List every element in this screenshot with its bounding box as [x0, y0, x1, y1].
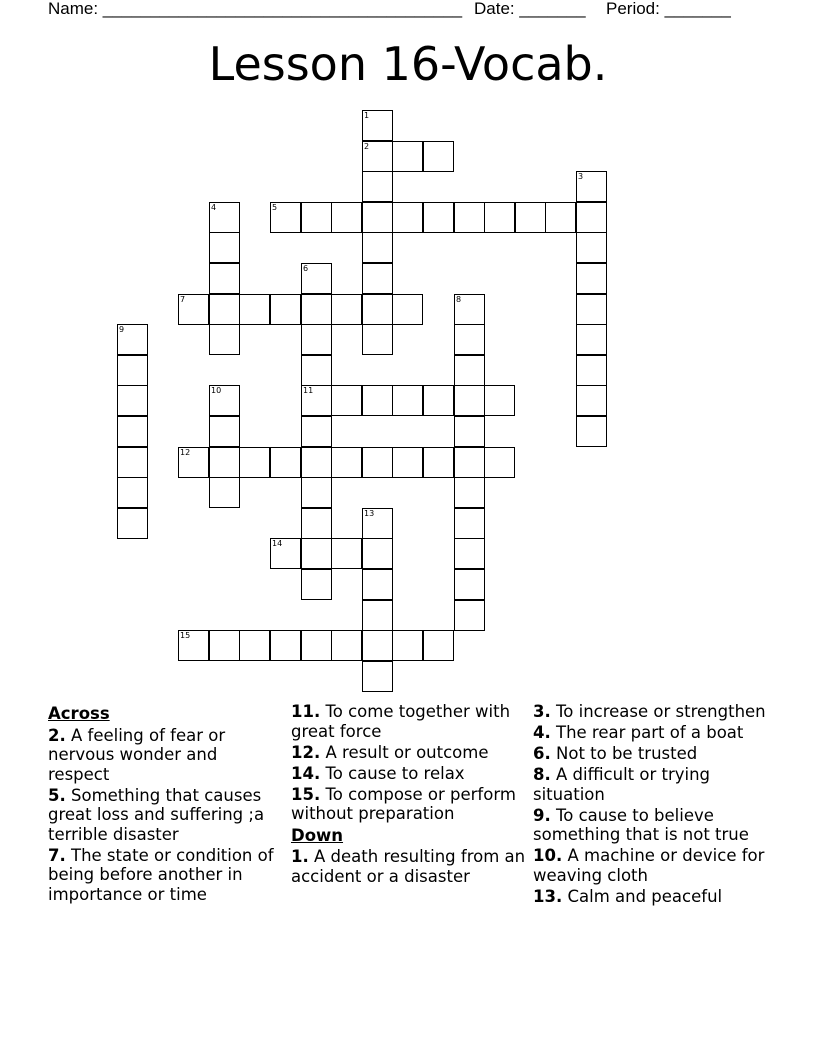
- grid-cell[interactable]: [331, 385, 362, 416]
- grid-cell[interactable]: [454, 538, 485, 569]
- clue-across-2: [48, 726, 280, 785]
- grid-cell[interactable]: [331, 538, 362, 569]
- grid-cell[interactable]: [454, 385, 485, 416]
- grid-cell[interactable]: [392, 385, 423, 416]
- page-title: Lesson 16-Vocab.: [208, 37, 608, 91]
- clue-down-3: [533, 702, 773, 722]
- grid-cell[interactable]: [331, 294, 362, 325]
- grid-cell[interactable]: [362, 600, 393, 631]
- grid-cell[interactable]: [484, 385, 515, 416]
- grid-cell[interactable]: [301, 569, 332, 600]
- clue-across-12: [291, 743, 527, 763]
- clue-across-7: [48, 846, 280, 905]
- clue-number: 11.: [291, 702, 321, 721]
- grid-cell[interactable]: [423, 447, 454, 478]
- grid-cell[interactable]: [117, 355, 148, 386]
- grid-cell-9[interactable]: [117, 324, 148, 355]
- clue-down-1: [291, 847, 527, 886]
- clue-text: A death resulting from an accident or a disaster: [291, 847, 526, 886]
- grid-cell[interactable]: [423, 630, 454, 661]
- grid-cell[interactable]: [301, 508, 332, 539]
- grid-cell[interactable]: [454, 600, 485, 631]
- grid-cell-3[interactable]: [576, 171, 607, 202]
- clues-column-2: [291, 702, 527, 888]
- grid-cell-7[interactable]: [178, 294, 209, 325]
- clue-text: A feeling of fear or nervous wonder and respect: [48, 725, 226, 784]
- down-heading: Down: [291, 825, 344, 845]
- grid-cell-11[interactable]: [301, 385, 332, 416]
- cell-number: 7: [180, 295, 186, 304]
- grid-cell[interactable]: [209, 477, 240, 508]
- grid-cell[interactable]: [301, 294, 332, 325]
- grid-cell[interactable]: [270, 630, 301, 661]
- grid-cell[interactable]: [331, 447, 362, 478]
- clue-down-9: [533, 806, 773, 845]
- grid-cell[interactable]: [392, 141, 423, 172]
- clue-text: To cause to believe something that is not true: [533, 805, 749, 844]
- grid-cell[interactable]: [239, 447, 270, 478]
- cell-number: 1: [364, 111, 370, 120]
- date-field-label: Date: _______: [474, 0, 586, 18]
- cell-number: 5: [272, 203, 278, 212]
- clues-column-1: [48, 702, 280, 906]
- grid-cell[interactable]: [362, 171, 393, 202]
- clue-text: Something that causes great loss and suffering ;a terrible disaster: [48, 785, 265, 844]
- cell-number: 10: [211, 386, 222, 395]
- grid-cell[interactable]: [117, 385, 148, 416]
- cell-number: 6: [303, 264, 309, 273]
- grid-cell[interactable]: [423, 202, 454, 233]
- clue-across-11: [291, 702, 527, 741]
- clue-down-10: [533, 846, 773, 885]
- clue-number: 7.: [48, 845, 66, 865]
- grid-cell[interactable]: [301, 416, 332, 447]
- clue-across-5: [48, 786, 280, 845]
- grid-cell[interactable]: [454, 324, 485, 355]
- grid-cell-14[interactable]: [270, 538, 301, 569]
- grid-cell[interactable]: [423, 141, 454, 172]
- grid-cell[interactable]: [362, 324, 393, 355]
- grid-cell[interactable]: [576, 232, 607, 263]
- grid-cell[interactable]: [270, 447, 301, 478]
- grid-cell[interactable]: [331, 630, 362, 661]
- clue-down-6: [533, 744, 773, 764]
- grid-cell[interactable]: [576, 202, 607, 233]
- grid-cell[interactable]: [484, 447, 515, 478]
- clue-text: A machine or device for weaving cloth: [533, 846, 765, 885]
- clue-number: 9.: [533, 805, 551, 825]
- clue-text: A result or outcome: [325, 742, 489, 762]
- grid-cell[interactable]: [301, 202, 332, 233]
- clue-number: 1.: [291, 847, 309, 866]
- grid-cell[interactable]: [576, 385, 607, 416]
- grid-cell[interactable]: [362, 385, 393, 416]
- grid-cell[interactable]: [484, 202, 515, 233]
- grid-cell[interactable]: [362, 232, 393, 263]
- grid-cell[interactable]: [301, 538, 332, 569]
- grid-cell[interactable]: [362, 294, 393, 325]
- grid-cell[interactable]: [117, 447, 148, 478]
- grid-cell[interactable]: [209, 447, 240, 478]
- grid-cell[interactable]: [454, 202, 485, 233]
- clue-number: 8.: [533, 765, 551, 784]
- grid-cell[interactable]: [209, 324, 240, 355]
- grid-cell[interactable]: [454, 447, 485, 478]
- cell-number: 15: [180, 631, 191, 640]
- grid-cell-15[interactable]: [178, 630, 209, 661]
- grid-cell[interactable]: [515, 202, 546, 233]
- grid-cell[interactable]: [117, 416, 148, 447]
- grid-cell[interactable]: [209, 294, 240, 325]
- grid-cell-12[interactable]: [178, 447, 209, 478]
- clue-number: 5.: [48, 785, 66, 805]
- grid-cell[interactable]: [209, 630, 240, 661]
- grid-cell[interactable]: [301, 355, 332, 386]
- grid-cell[interactable]: [545, 202, 576, 233]
- across-heading: Across: [48, 704, 110, 723]
- grid-cell[interactable]: [576, 355, 607, 386]
- grid-cell[interactable]: [392, 294, 423, 325]
- grid-cell[interactable]: [270, 294, 301, 325]
- clue-text: A difficult or trying situation: [533, 765, 711, 804]
- grid-cell[interactable]: [362, 538, 393, 569]
- grid-cell[interactable]: [301, 324, 332, 355]
- grid-cell-6[interactable]: [301, 263, 332, 294]
- grid-cell[interactable]: [576, 324, 607, 355]
- grid-cell[interactable]: [209, 263, 240, 294]
- cell-number: 11: [303, 386, 314, 395]
- grid-cell-10[interactable]: [209, 385, 240, 416]
- grid-cell-2[interactable]: [362, 141, 393, 172]
- grid-cell[interactable]: [362, 263, 393, 294]
- period-field-label: Period: _______: [606, 0, 731, 18]
- clue-number: 3.: [533, 702, 551, 721]
- grid-cell[interactable]: [239, 294, 270, 325]
- grid-cell[interactable]: [117, 477, 148, 508]
- grid-cell[interactable]: [454, 508, 485, 539]
- grid-cell[interactable]: [454, 569, 485, 600]
- grid-cell[interactable]: [301, 477, 332, 508]
- clue-number: 13.: [533, 886, 563, 906]
- cell-number: 13: [364, 509, 375, 518]
- clue-text: The rear part of a boat: [556, 723, 744, 742]
- grid-cell[interactable]: [239, 630, 270, 661]
- grid-cell[interactable]: [454, 355, 485, 386]
- grid-cell[interactable]: [392, 447, 423, 478]
- clue-number: 15.: [291, 784, 321, 804]
- clue-across-15: [291, 785, 527, 824]
- clue-number: 12.: [291, 742, 321, 762]
- grid-cell[interactable]: [362, 630, 393, 661]
- clue-text: To increase or strengthen: [556, 702, 766, 721]
- grid-cell[interactable]: [576, 263, 607, 294]
- grid-cell[interactable]: [209, 416, 240, 447]
- grid-cell[interactable]: [576, 294, 607, 325]
- cell-number: 4: [211, 203, 217, 212]
- grid-cell[interactable]: [423, 385, 454, 416]
- grid-cell-1[interactable]: [362, 110, 393, 141]
- grid-cell[interactable]: [301, 630, 332, 661]
- name-field-label: Name: ______________________________________: [48, 0, 463, 18]
- grid-cell[interactable]: [576, 416, 607, 447]
- clue-text: To compose or perform without preparation: [291, 784, 516, 823]
- clue-down-13: [533, 887, 773, 907]
- cell-number: 12: [180, 448, 191, 457]
- grid-cell[interactable]: [331, 202, 362, 233]
- clue-text: The state or condition of being before another in importance or time: [48, 845, 274, 904]
- clue-across-14: [291, 764, 527, 784]
- grid-cell-4[interactable]: [209, 202, 240, 233]
- clue-number: 4.: [533, 723, 551, 742]
- clue-text: To cause to relax: [325, 763, 465, 783]
- clues-column-3: [533, 702, 773, 908]
- grid-cell[interactable]: [117, 508, 148, 539]
- grid-cell[interactable]: [301, 447, 332, 478]
- clue-text: Calm and peaceful: [567, 886, 723, 906]
- clue-number: 10.: [533, 846, 563, 865]
- grid-cell[interactable]: [392, 630, 423, 661]
- grid-cell[interactable]: [362, 447, 393, 478]
- cell-number: 2: [364, 142, 370, 151]
- grid-cell-8[interactable]: [454, 294, 485, 325]
- cell-number: 14: [272, 539, 283, 548]
- grid-cell[interactable]: [362, 202, 393, 233]
- grid-cell[interactable]: [454, 416, 485, 447]
- clue-text: Not to be trusted: [556, 744, 698, 763]
- grid-cell-13[interactable]: [362, 508, 393, 539]
- cell-number: 3: [578, 172, 584, 181]
- clue-number: 6.: [533, 744, 551, 763]
- clue-down-4: [533, 723, 773, 743]
- grid-cell[interactable]: [362, 569, 393, 600]
- cell-number: 9: [119, 325, 125, 334]
- clue-number: 2.: [48, 725, 66, 745]
- grid-cell[interactable]: [362, 661, 393, 692]
- cell-number: 8: [456, 295, 462, 304]
- clue-number: 14.: [291, 763, 321, 783]
- grid-cell[interactable]: [209, 232, 240, 263]
- grid-cell[interactable]: [454, 477, 485, 508]
- grid-cell[interactable]: [392, 202, 423, 233]
- clue-text: To come together with great force: [291, 702, 511, 741]
- clue-down-8: [533, 765, 773, 804]
- grid-cell-5[interactable]: [270, 202, 301, 233]
